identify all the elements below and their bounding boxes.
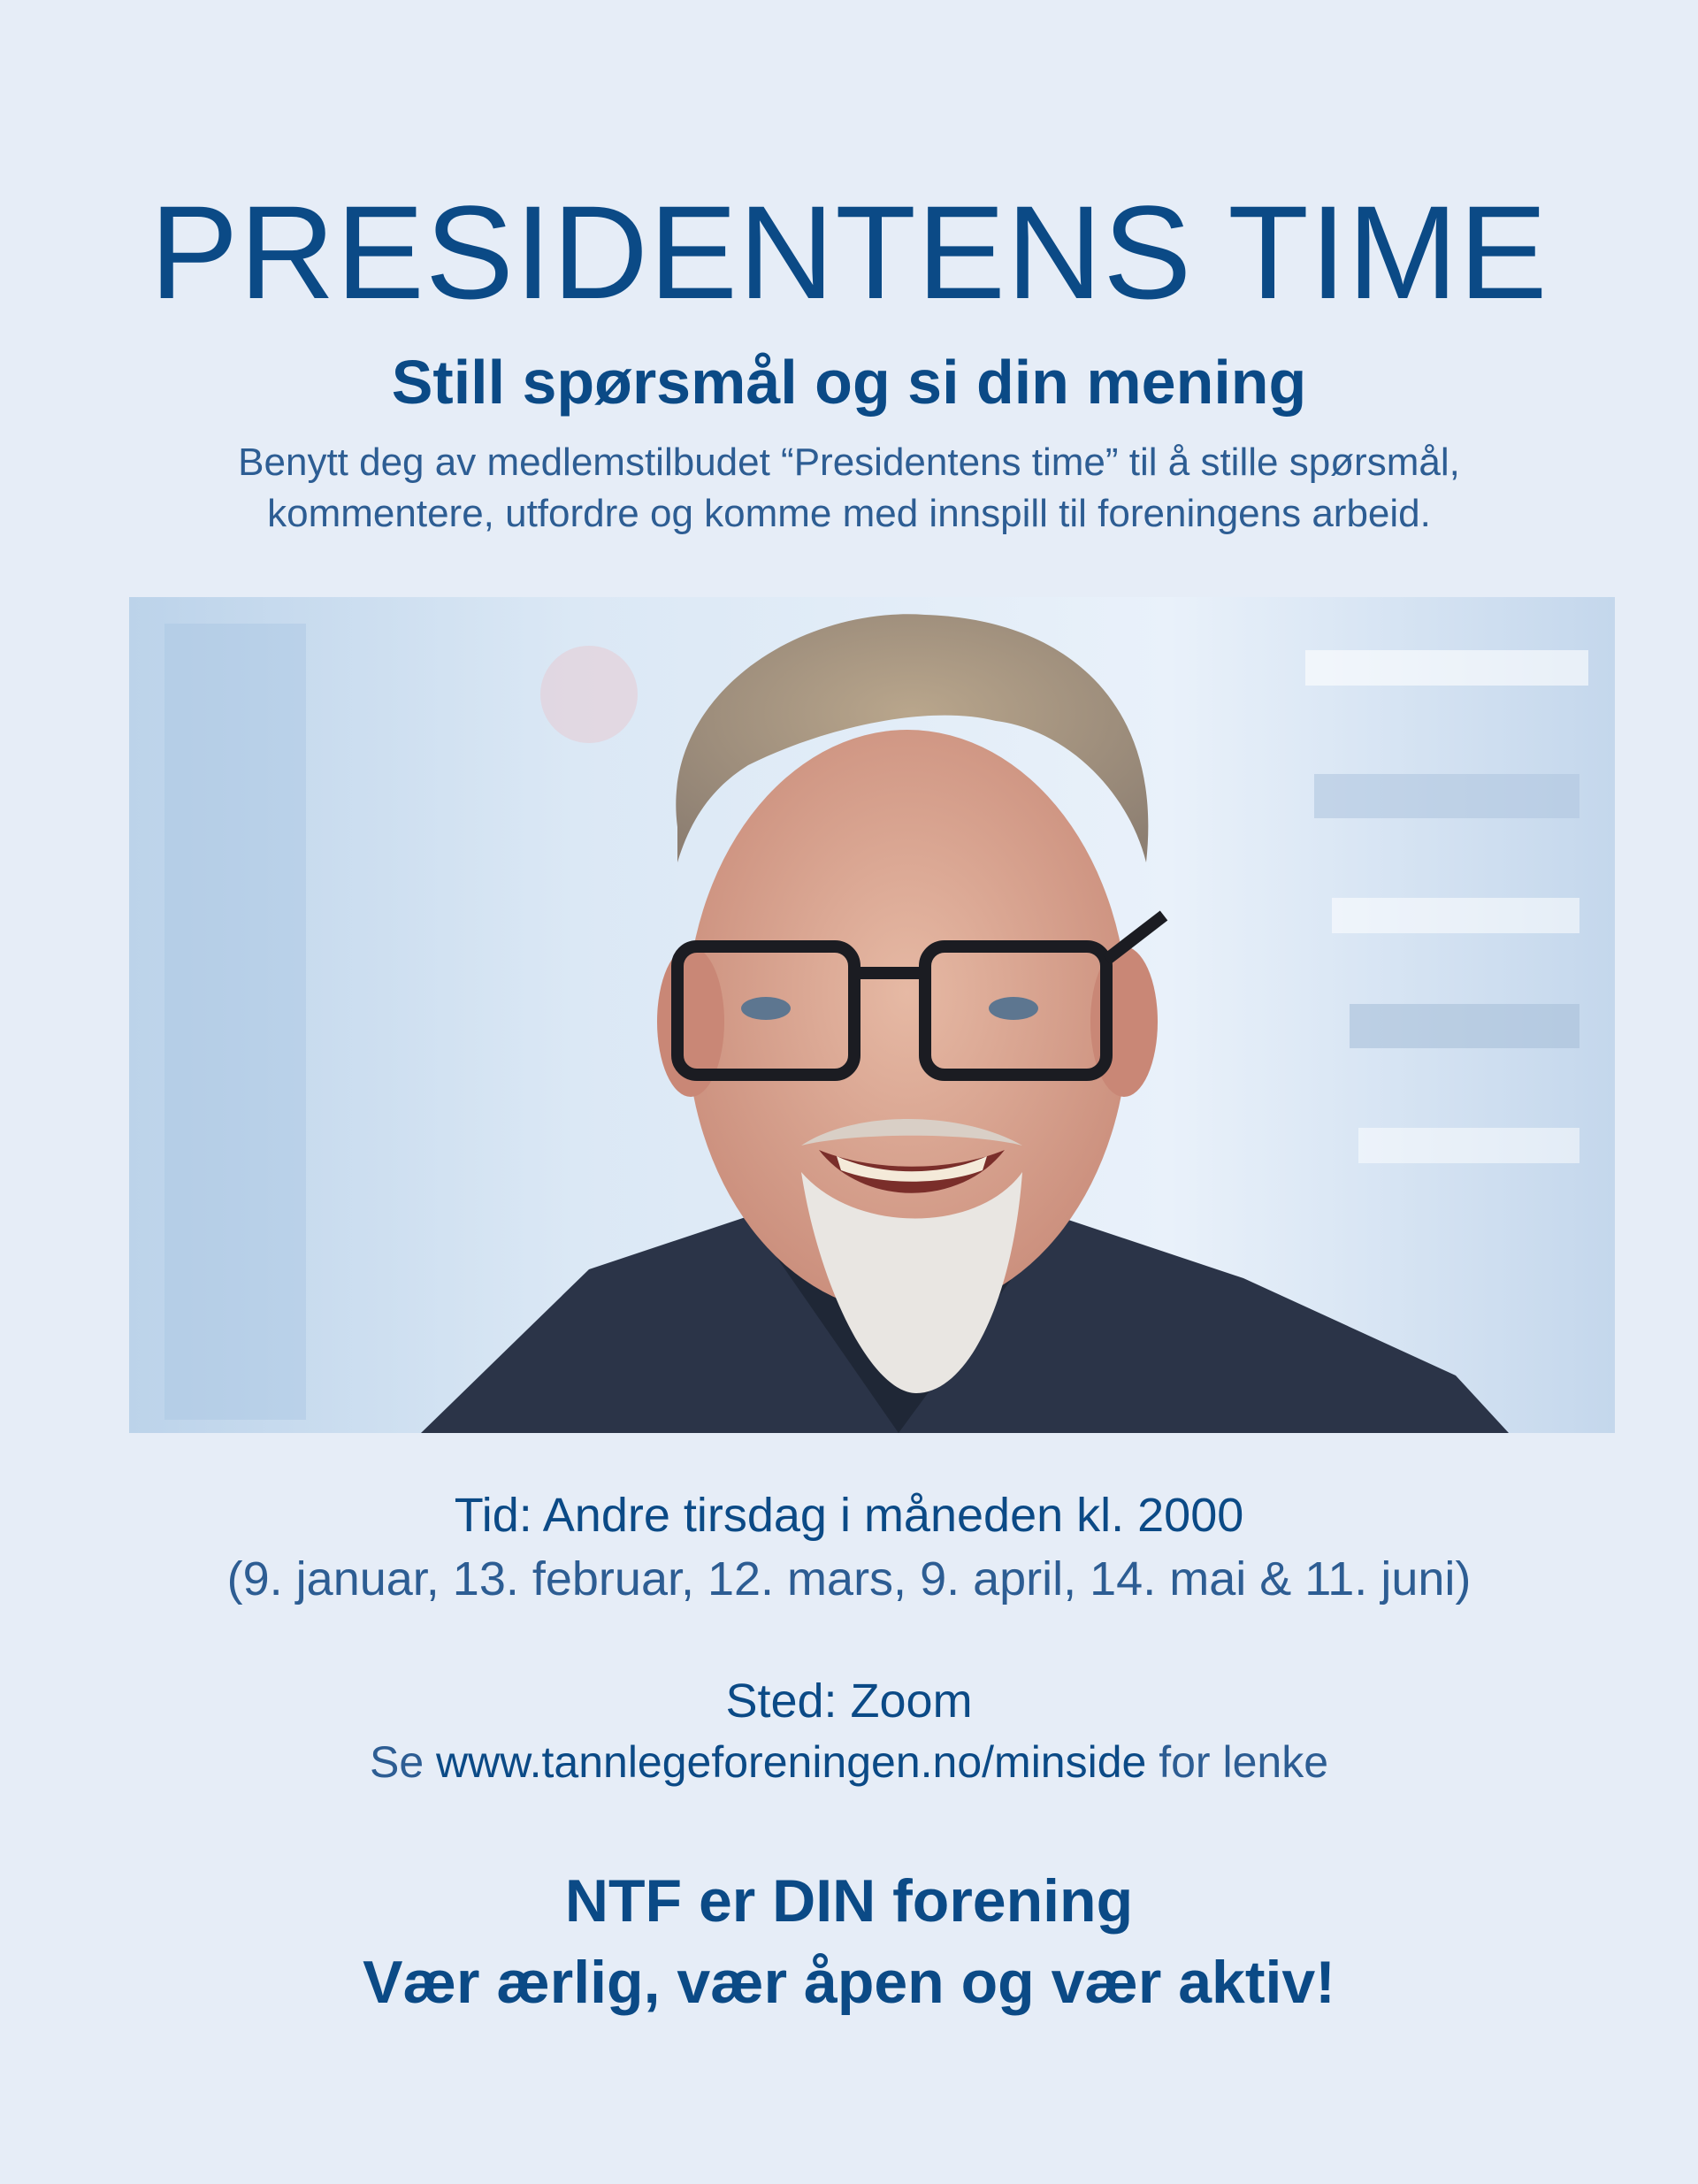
link-prefix: Se <box>369 1737 437 1787</box>
intro-line-2: kommentere, utfordre og komme med innspill til foreningens arbeid. <box>267 492 1431 535</box>
intro-text <box>142 437 1556 540</box>
intro-line-1: Benytt deg av medlemstilbudet “Presidentens time” til å stille spørsmål, <box>238 441 1460 484</box>
page-subtitle: Still spørsmål og si din mening <box>391 348 1307 417</box>
event-dates: (9. januar, 13. februar, 12. mars, 9. april, 14. mai & 11. juni) <box>226 1552 1472 1605</box>
event-place: Sted: Zoom <box>725 1674 973 1728</box>
slogan-line-1: NTF er DIN forening <box>564 1867 1134 1935</box>
link-line <box>0 1734 1698 1790</box>
link-suffix: for lenke <box>1146 1737 1329 1787</box>
portrait-photo <box>129 597 1615 1433</box>
slogan-line-2: Vær ærlig, vær åpen og vær aktiv! <box>363 1949 1335 2016</box>
page-title: PRESIDENTENS TIME <box>149 178 1549 326</box>
minside-link[interactable]: www.tannlegeforeningen.no/minside <box>436 1737 1147 1787</box>
event-time: Tid: Andre tirsdag i måneden kl. 2000 <box>454 1489 1244 1542</box>
